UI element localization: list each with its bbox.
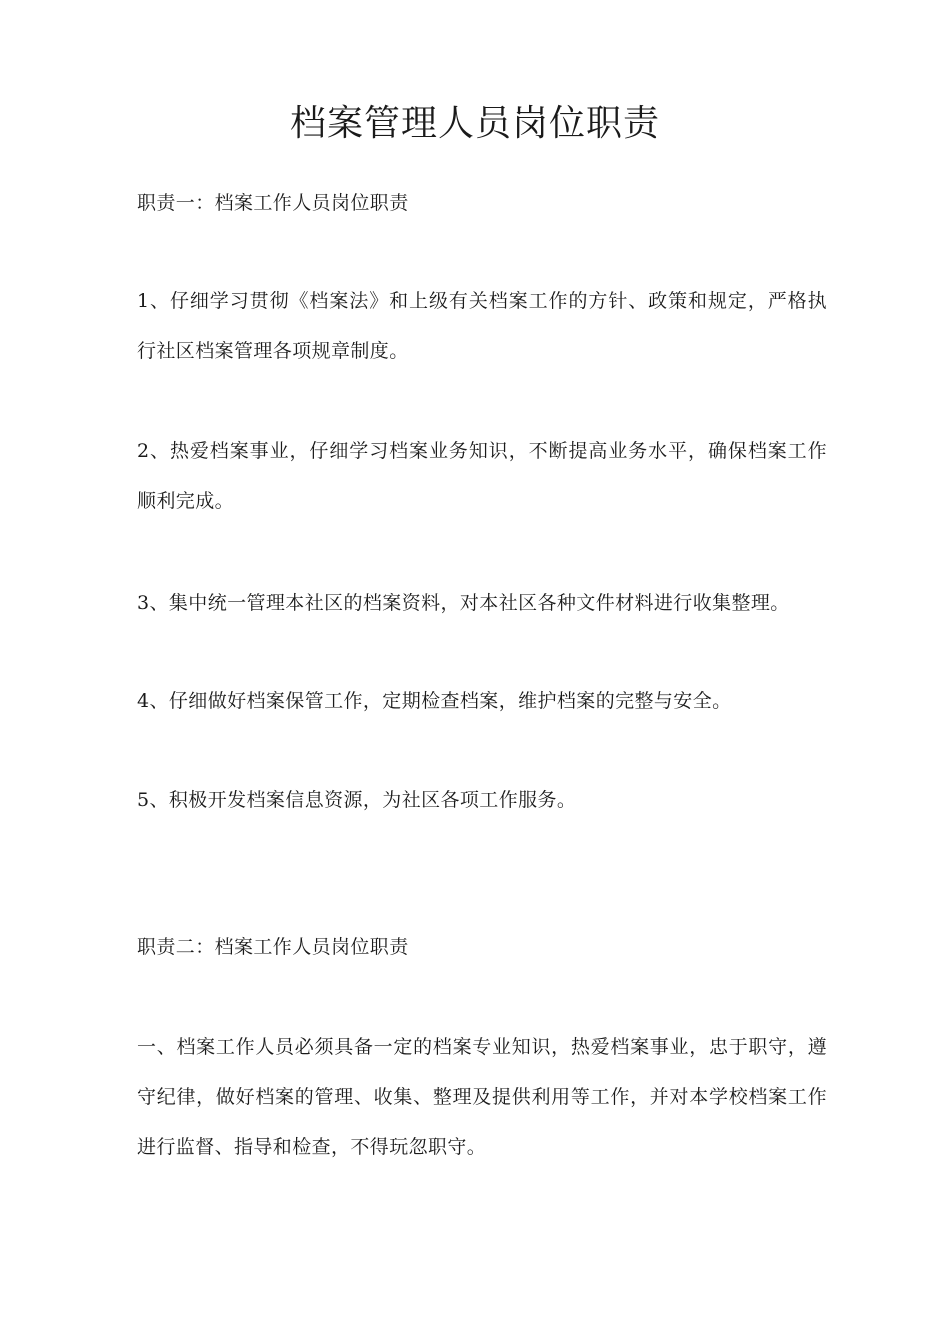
section1-item-5: 5、积极开发档案信息资源，为社区各项工作服务。 bbox=[137, 789, 577, 811]
section2-heading: 职责二：档案工作人员岗位职责 bbox=[137, 936, 409, 958]
section1-heading: 职责一：档案工作人员岗位职责 bbox=[137, 192, 409, 214]
document-title: 档案管理人员岗位职责 bbox=[289, 103, 660, 144]
section1-item-4: 4、仔细做好档案保管工作，定期检查档案，维护档案的完整与安全。 bbox=[137, 690, 732, 712]
section1-item-1: 1、仔细学习贯彻《档案法》和上级有关档案工作的方针、政策和规定，严格执行社区档案管理各项规章制度。 bbox=[137, 290, 827, 362]
section1-item-2: 2、热爱档案事业，仔细学习档案业务知识，不断提高业务水平，确保档案工作顺利完成。 bbox=[137, 440, 827, 512]
section1-item-3: 3、集中统一管理本社区的档案资料，对本社区各种文件材料进行收集整理。 bbox=[137, 592, 790, 614]
section2-item-1: 一、档案工作人员必须具备一定的档案专业知识，热爱档案事业，忠于职守，遵守纪律，做好档案的管理、收集、整理及提供利用等工作，并对本学校档案工作进行监督、指导和检查，不得玩忽职守。 bbox=[137, 1036, 827, 1158]
